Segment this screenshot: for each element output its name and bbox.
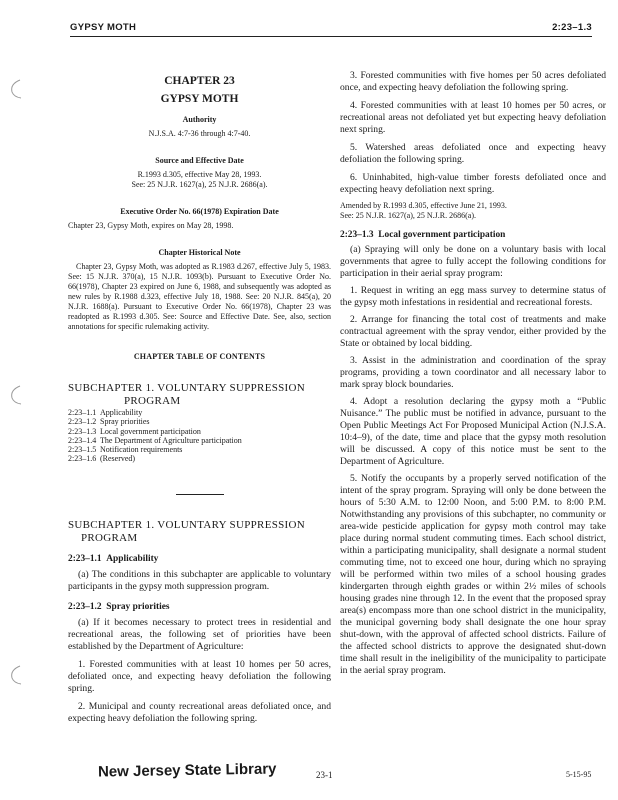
chapter-title: GYPSY MOTH (160, 93, 239, 105)
revision-date: 5-15-95 (566, 770, 592, 779)
toc-row[interactable]: 2:23–1.1 Applicability (68, 408, 143, 417)
priority-item-1: 1. Forested communities with at least 10 homes per 50 acres, defoliated once, and expecting heavy defoliation the following spring. (68, 658, 331, 694)
punch-hole-mark (8, 384, 22, 406)
source-label: Source and Effective Date (155, 156, 244, 165)
punch-hole-mark (8, 664, 22, 686)
subchapter-line-1: SUBCHAPTER 1. VOLUNTARY SUPPRESSION (68, 518, 305, 531)
priority-item-5: 5. Watershed areas defoliated once and expecting heavy defoliation the following spring. (340, 142, 606, 165)
condition-item-1: 1. Request in writing an egg mass survey to determine status of the gypsy moth infestations in residential and recreational forests. (340, 285, 606, 308)
header-section: 2:23–1.3 (552, 22, 592, 33)
toc-subchapter-line-1: SUBCHAPTER 1. VOLUNTARY SUPPRESSION (68, 382, 305, 394)
header-title: GYPSY MOTH (70, 22, 137, 33)
table-of-contents (68, 408, 242, 464)
toc-row[interactable]: 2:23–1.2 Spray priorities (68, 417, 150, 427)
section-divider (176, 494, 224, 495)
section-1-3-intro: (a) Spraying will only be done on a voluntary basis with local governments that agree to fully accept the following conditions for participation in their aerial spray program: (340, 244, 606, 279)
source-line-1: R.1993 d.305, effective May 28, 1993. (137, 170, 262, 179)
section-1-2-intro: (a) If it becomes necessary to protect trees in residential and recreational areas, the following set of priorities have been established by the Department of Agriculture: (68, 616, 331, 652)
condition-item-3: 3. Assist in the administration and coordination of the spray programs, providing a town coordinator and all necessary labor to mark spray block boundaries. (340, 355, 606, 390)
authority-label: Authority (182, 115, 217, 124)
executive-order-text: Chapter 23, Gypsy Moth, expires on May 28, 1998. (68, 221, 234, 230)
condition-item-4: 4. Adopt a resolution declaring the gypsy moth a “Public Nuisance.” The public must be notified in advance, pursuant to the Open Public Meetings Act For Proposed Municipal Action (N.J.S.A. 10:4–9), of the date, time and place that the gypsy moth resolution will be discussed. A copy of this notice must be sent to the Department of Agriculture. (340, 396, 606, 467)
historical-note-text: Chapter 23, Gypsy Moth, was adopted as R.1983 d.267, effective July 5, 1983. See: 15 N.J.R. 370(a), 15 N.J.R. 1093(b). Pursuant to Executive Order No. 66(1978), Chapter 23 expired on June 6, 1988, and subsequently was adopted as new rules by R.1988 d.323, effective July 18, 1988. See: 20 N.J.R. 845(a), 20 N.J.R. 1688(a). Pursuant to Executive Order No. 66(1978), Chapter 23 was readopted as R.1993 d.305. See: Source and Effective Date. See, also, section annotations for specific rulemaking activity. (68, 262, 331, 331)
source-line-2: See: 25 N.J.R. 1627(a), 25 N.J.R. 2686(a). (131, 180, 268, 189)
subchapter-line-2: PROGRAM (81, 531, 138, 544)
library-stamp: New Jersey State Library (97, 760, 277, 781)
section-heading-1-1: 2:23–1.1 Applicability (68, 553, 159, 564)
toc-subchapter-line-2: PROGRAM (124, 395, 181, 407)
authority-text: N.J.S.A. 4:7-36 through 4:7-40. (148, 129, 251, 138)
toc-subchapter-heading (68, 382, 331, 408)
executive-order-label: Executive Order No. 66(1978) Expiration Date (120, 207, 279, 216)
chapter-number: CHAPTER 23 (164, 75, 235, 87)
right-column (340, 70, 606, 677)
priority-item-2: 2. Municipal and county recreational areas defoliated once, and expecting heavy defoliation the following spring. (68, 700, 331, 724)
toc-row[interactable]: 2:23–1.6 (Reserved) (68, 454, 136, 464)
priority-item-3: 3. Forested communities with five homes per 50 acres defoliated once, and expecting heavy defoliation the following spring. (340, 70, 606, 93)
running-header (70, 22, 592, 37)
condition-item-2: 2. Arrange for financing the total cost of treatments and make contractual agreement with the spray vendor, either provided by the State or obtained by local bidding. (340, 314, 606, 349)
section-1-1-text: (a) The conditions in this subchapter are applicable to voluntary participants in the gypsy moth suppression program. (68, 568, 331, 592)
left-column (68, 70, 331, 725)
section-heading-1-2: 2:23–1.2 Spray priorities (68, 601, 170, 612)
section-heading-1-3: 2:23–1.3 Local government participation (340, 230, 506, 240)
priority-item-4: 4. Forested communities with at least 10 homes per 50 acres, or recreational areas not defoliated yet but expecting heavy defoliation next spring. (340, 100, 606, 135)
toc-label: CHAPTER TABLE OF CONTENTS (133, 352, 266, 361)
subchapter-heading (68, 519, 331, 545)
amendment-note: Amended by R.1993 d.305, effective June 21, 1993. See: 25 N.J.R. 1627(a), 25 N.J.R. 2686(a). (340, 201, 507, 220)
historical-note-label: Chapter Historical Note (158, 248, 241, 257)
toc-row[interactable]: 2:23–1.4 The Department of Agriculture participation (68, 435, 242, 445)
punch-hole-mark (8, 78, 22, 100)
priority-item-6: 6. Uninhabited, high-value timber forests defoliated once and expecting heavy defoliation next spring. (340, 172, 606, 195)
toc-row[interactable]: 2:23–1.3 Local government participation (68, 426, 201, 436)
page-number: 23-1 (316, 770, 333, 780)
toc-row[interactable]: 2:23–1.5 Notification requirements (68, 445, 183, 455)
condition-item-5: 5. Notify the occupants by a properly served notification of the intent of the spray program. Spraying will only be done between the hours of 5:30 A.M. to 12:00 Noon, and 5:00 P.M. to 8:00 P.M. Notwithstanding any provisions of this subchapter, no community or area-wide pesticide application for gypsy moth control may take place during normal student commuting times. Each school district, within a participating municipality, shall designate a normal student commuting time, not to exceed one hour, during which no spraying will be performed within two miles of a school housing grades kindergarten through eighth grades or within 2½ miles of schools housing grades nine through 12. In the event that the proposed spray area(s) encompass more than one school district in the municipality, the municipal governing body shall designate the one hour spray shut-down, with the approval of affected school districts. Failure of the affected school districts to approve the designated shut-down time shall result in the ineligibility of the municipality to participate in the aerial spray program. (340, 473, 606, 676)
